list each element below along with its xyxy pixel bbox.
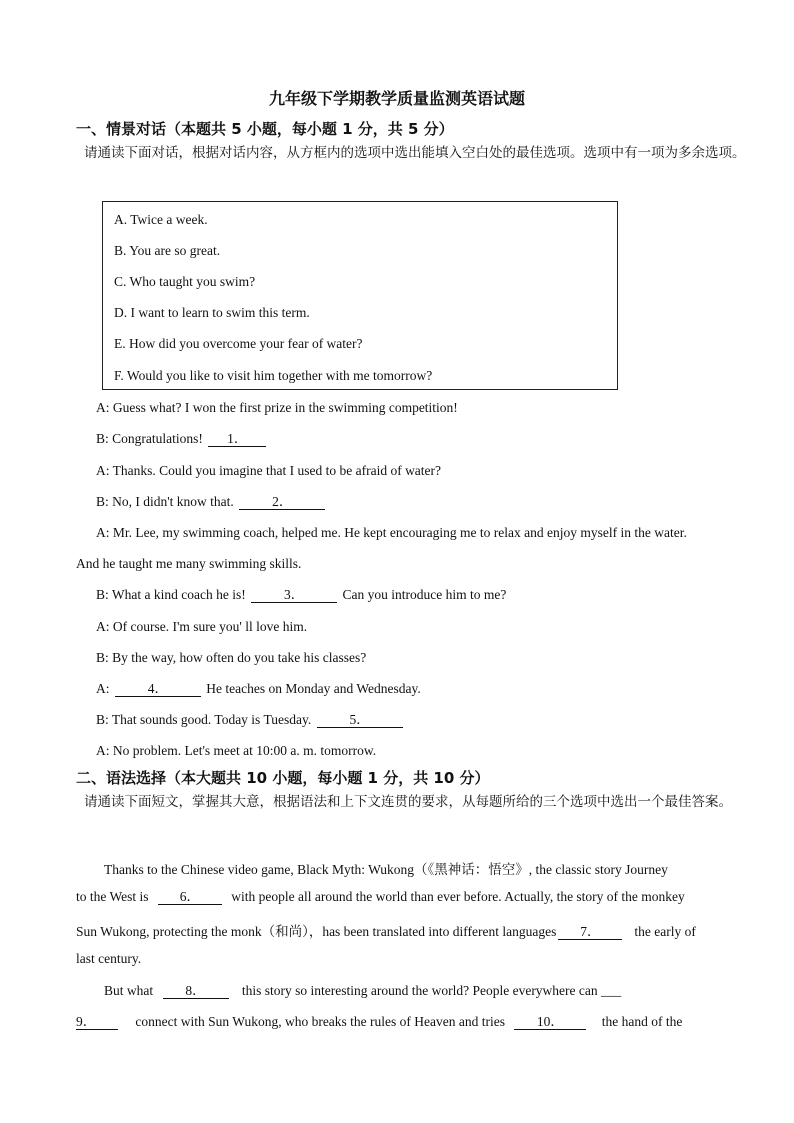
dialogue-line: A: No problem. Let's meet at 10:00 a. m. tomorrow. <box>96 743 377 758</box>
passage-text: to the West is <box>76 889 149 904</box>
option-a: A. Twice a week. <box>114 212 208 227</box>
passage-line <box>76 920 696 940</box>
blank-6[interactable]: 6． <box>158 890 222 905</box>
blank-8[interactable]: 8． <box>163 984 229 999</box>
section2-instruction: 请通读下面短文，掌握其大意，根据语法和上下文连贯的要求，从每题所给的三个选项中选出一个最佳答案。 <box>84 794 732 810</box>
dialogue-text: B: Congratulations! <box>96 431 203 446</box>
dialogue-line: B: By the way, how often do you take his classes? <box>96 650 367 665</box>
passage-text: the early of <box>634 924 696 939</box>
blank-3[interactable]: 3． <box>251 588 337 603</box>
passage-line: last century. <box>76 951 142 966</box>
option-b: B. You are so great. <box>114 243 221 258</box>
passage-text: with people all around the world than ever before. Actually, the story of the monkey <box>231 889 685 904</box>
dialogue-text: A: <box>96 681 110 696</box>
passage-line <box>104 983 621 999</box>
blank-9[interactable]: 9． <box>76 1015 118 1030</box>
section1-heading: 一、情景对话（本题共 5 小题，每小题 1 分，共 5 分） <box>76 120 454 138</box>
dialogue-line <box>96 712 405 728</box>
passage-line <box>76 1014 682 1030</box>
dialogue-line <box>96 494 327 510</box>
blank-7[interactable]: 7． <box>558 925 622 940</box>
blank-5[interactable]: 5． <box>317 713 403 728</box>
dialogue-text: He teaches on Monday and Wednesday. <box>206 681 421 696</box>
dialogue-line <box>96 681 421 697</box>
dialogue-text: B: That sounds good. Today is Tuesday. <box>96 712 312 727</box>
passage-line <box>76 889 685 905</box>
option-f: F. Would you like to visit him together with me tomorrow? <box>114 368 433 383</box>
passage-text: the hand of the <box>601 1014 683 1029</box>
section1-instruction: 请通读下面对话，根据对话内容，从方框内的选项中选出能填入空白处的最佳选项。选项中有一项为多余选项。 <box>84 145 746 161</box>
blank-2[interactable]: 2． <box>239 495 325 510</box>
section2-heading: 二、语法选择（本大题共 10 小题，每小题 1 分，共 10 分） <box>76 769 490 787</box>
passage-text: Sun Wukong, protecting the monk（和尚），has been translated into different languages <box>76 924 557 939</box>
passage-line: Thanks to the Chinese video game, Black Myth: Wukong（《黑神话：悟空》, the classic story Journey <box>104 862 668 877</box>
option-c: C. Who taught you swim? <box>114 274 256 289</box>
passage-text: this story so interesting around the world? People everywhere can ___ <box>241 983 622 998</box>
dialogue-line <box>96 587 506 603</box>
dialogue-text: B: What a kind coach he is! <box>96 587 246 602</box>
passage-text: connect with Sun Wukong, who breaks the rules of Heaven and tries <box>135 1014 505 1029</box>
dialogue-line: And he taught me many swimming skills. <box>76 556 302 571</box>
page-title: 九年级下学期教学质量监测英语试题 <box>268 89 525 108</box>
dialogue-text: Can you introduce him to me? <box>342 587 507 602</box>
blank-1[interactable]: 1． <box>208 432 266 447</box>
dialogue-line: A: Of course. I'm sure you' ll love him. <box>96 619 308 634</box>
options-box <box>102 201 618 390</box>
dialogue-line: A: Mr. Lee, my swimming coach, helped me. He kept encouraging me to relax and enjoy myself in the water. <box>96 525 687 540</box>
option-e: E. How did you overcome your fear of water? <box>114 336 363 351</box>
passage-text: But what <box>104 983 154 998</box>
option-d: D. I want to learn to swim this term. <box>114 305 310 320</box>
dialogue-text: B: No, I didn't know that. <box>96 494 234 509</box>
dialogue-line: A: Guess what? I won the first prize in the swimming competition! <box>96 400 458 415</box>
blank-10[interactable]: 10． <box>514 1015 586 1030</box>
dialogue-line <box>96 431 268 447</box>
dialogue-line: A: Thanks. Could you imagine that I used to be afraid of water? <box>96 463 442 478</box>
blank-4[interactable]: 4． <box>115 682 201 697</box>
